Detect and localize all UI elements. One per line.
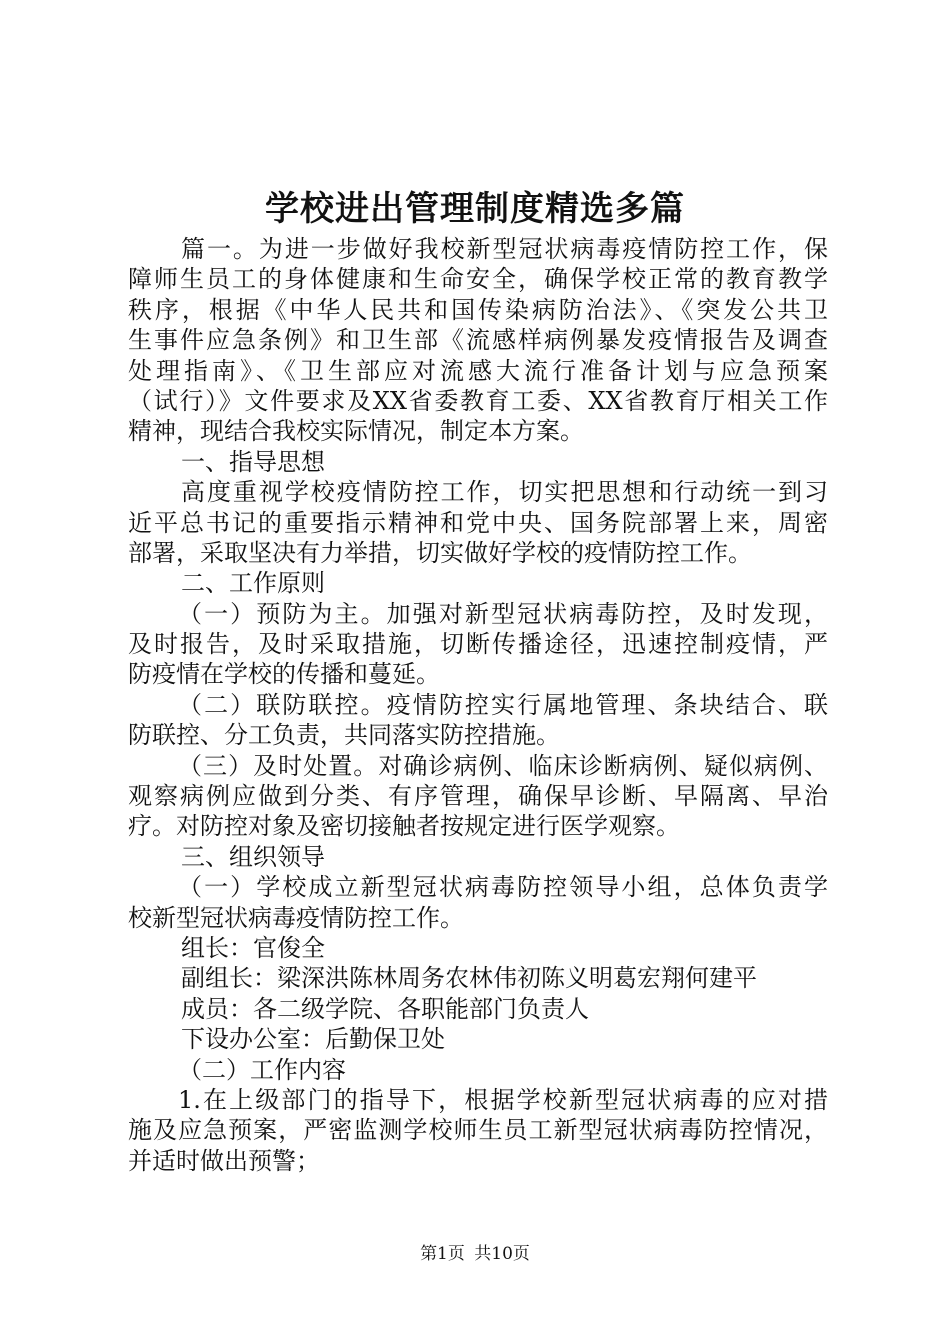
text-line: （二）联防联控。疫情防控实行属地管理、条块结合、联 [178, 690, 828, 719]
text-line: 并适时做出预警； [128, 1146, 320, 1175]
text-line: 篇一。为进一步做好我校新型冠状病毒疫情防控工作，保 [181, 235, 828, 263]
text-line: 高度重视学校疫情防控工作，切实把思想和行动统一到习 [181, 478, 828, 507]
text-line: 施及应急预案，严密监测学校师生员工新型冠状病毒防控情况， [128, 1116, 828, 1145]
section-heading: 三、组织领导 [181, 842, 325, 871]
text-line: 1.在上级部门的指导下，根据学校新型冠状病毒的应对措 [178, 1085, 828, 1114]
text-line: 观察病例应做到分类、有序管理，确保早诊断、早隔离、早治 [128, 782, 828, 811]
text-line: 近平总书记的重要指示精神和党中央、国务院部署上来，周密 [128, 508, 828, 537]
text-line: 处理指南》、《卫生部应对流感大流行准备计划与应急预案 [128, 356, 828, 385]
text-line: （三）及时处置。对确诊病例、临床诊断病例、疑似病例、 [178, 751, 828, 780]
text-line: 校新型冠状病毒疫情防控工作。 [128, 903, 464, 932]
text-line: 生事件应急条例》和卫生部《流感样病例暴发疫情报告及调查 [128, 326, 828, 355]
text-line: 组长：官俊全 [181, 933, 325, 962]
document-title: 学校进出管理制度精选多篇 [265, 189, 685, 229]
section-heading: （二）工作内容 [178, 1055, 346, 1084]
text-line: 成员：各二级学院、各职能部门负责人 [181, 994, 589, 1023]
text-line: 部署，采取坚决有力举措，切实做好学校的疫情防控工作。 [128, 538, 752, 567]
text-line: 下设办公室：后勤保卫处 [181, 1025, 445, 1054]
page-number: 第1页 [420, 1244, 465, 1264]
text-line: 精神，现结合我校实际情况，制定本方案。 [128, 417, 584, 446]
text-line: （一）学校成立新型冠状病毒防控领导小组，总体负责学 [178, 873, 828, 902]
section-heading: 一、指导思想 [181, 447, 325, 476]
section-heading: 二、工作原则 [181, 569, 325, 598]
text-line: （一）预防为主。加强对新型冠状病毒防控，及时发现， [178, 599, 828, 628]
text-line: 障师生员工的身体健康和生命安全，确保学校正常的教育教学 [128, 265, 828, 294]
page-footer [0, 1243, 950, 1265]
text-line: 防联控、分工负责，共同落实防控措施。 [128, 721, 560, 750]
text-line: （试行）》文件要求及XX省委教育工委、XX省教育厅相关工作 [128, 386, 828, 415]
text-line: 副组长：梁深洪陈林周务农林伟初陈义明葛宏翔何建平 [181, 964, 757, 993]
text-line: 疗。对防控对象及密切接触者按规定进行医学观察。 [128, 812, 680, 841]
text-line: 秩序，根据《中华人民共和国传染病防治法》、《突发公共卫 [128, 295, 828, 324]
text-line: 防疫情在学校的传播和蔓延。 [128, 660, 440, 689]
page-total: 共10页 [474, 1244, 530, 1264]
document-body [128, 234, 828, 1176]
text-line: 及时报告，及时采取措施，切断传播途径，迅速控制疫情，严 [128, 630, 828, 659]
